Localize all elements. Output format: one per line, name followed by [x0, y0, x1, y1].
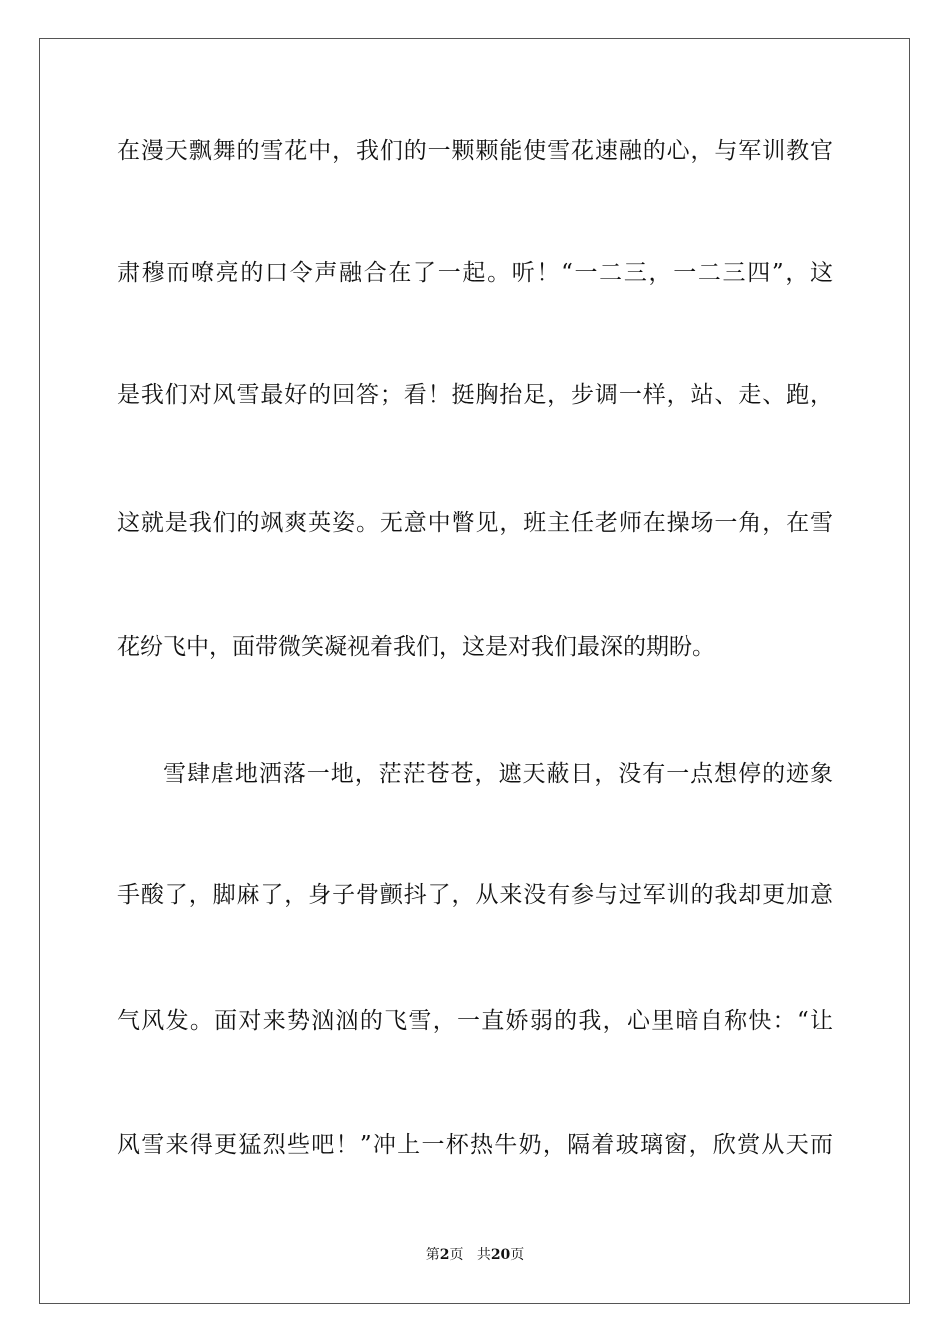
- page-number: 2: [439, 1247, 450, 1263]
- text-line-3: 是我们对风雪最好的回答；看！挺胸抬足，步调一样，站、走、跑，: [117, 382, 833, 408]
- text-line-5: 花纷飞中，面带微笑凝视着我们，这是对我们最深的期盼。: [117, 634, 715, 660]
- text-line-7: 手酸了，脚麻了，身子骨颤抖了，从来没有参与过军训的我却更加意: [117, 882, 833, 908]
- total-suffix: 页: [510, 1247, 525, 1263]
- text-line-1: 在漫天飘舞的雪花中，我们的一颗颗能使雪花速融的心，与军训教官: [117, 138, 833, 164]
- total-pages: 20: [490, 1247, 511, 1263]
- page-border: [39, 38, 910, 1304]
- text-line-6-paragraph-start: 雪肆虐地洒落一地，茫茫苍苍，遮天蔽日，没有一点想停的迹象: [163, 761, 833, 787]
- text-line-8: 气风发。面对来势汹汹的飞雪，一直娇弱的我，心里暗自称快：“让: [117, 1008, 833, 1034]
- page-prefix: 第: [425, 1247, 440, 1263]
- text-line-4: 这就是我们的飒爽英姿。无意中瞥见，班主任老师在操场一角，在雪: [117, 510, 833, 536]
- page-footer: [0, 1245, 950, 1265]
- text-line-2: 肃穆而嘹亮的口令声融合在了一起。听！“一二三，一二三四”，这: [117, 260, 833, 286]
- text-line-9: 风雪来得更猛烈些吧！”冲上一杯热牛奶，隔着玻璃窗，欣赏从天而: [117, 1132, 833, 1158]
- total-prefix: 共: [476, 1247, 491, 1263]
- page-suffix: 页: [449, 1247, 464, 1263]
